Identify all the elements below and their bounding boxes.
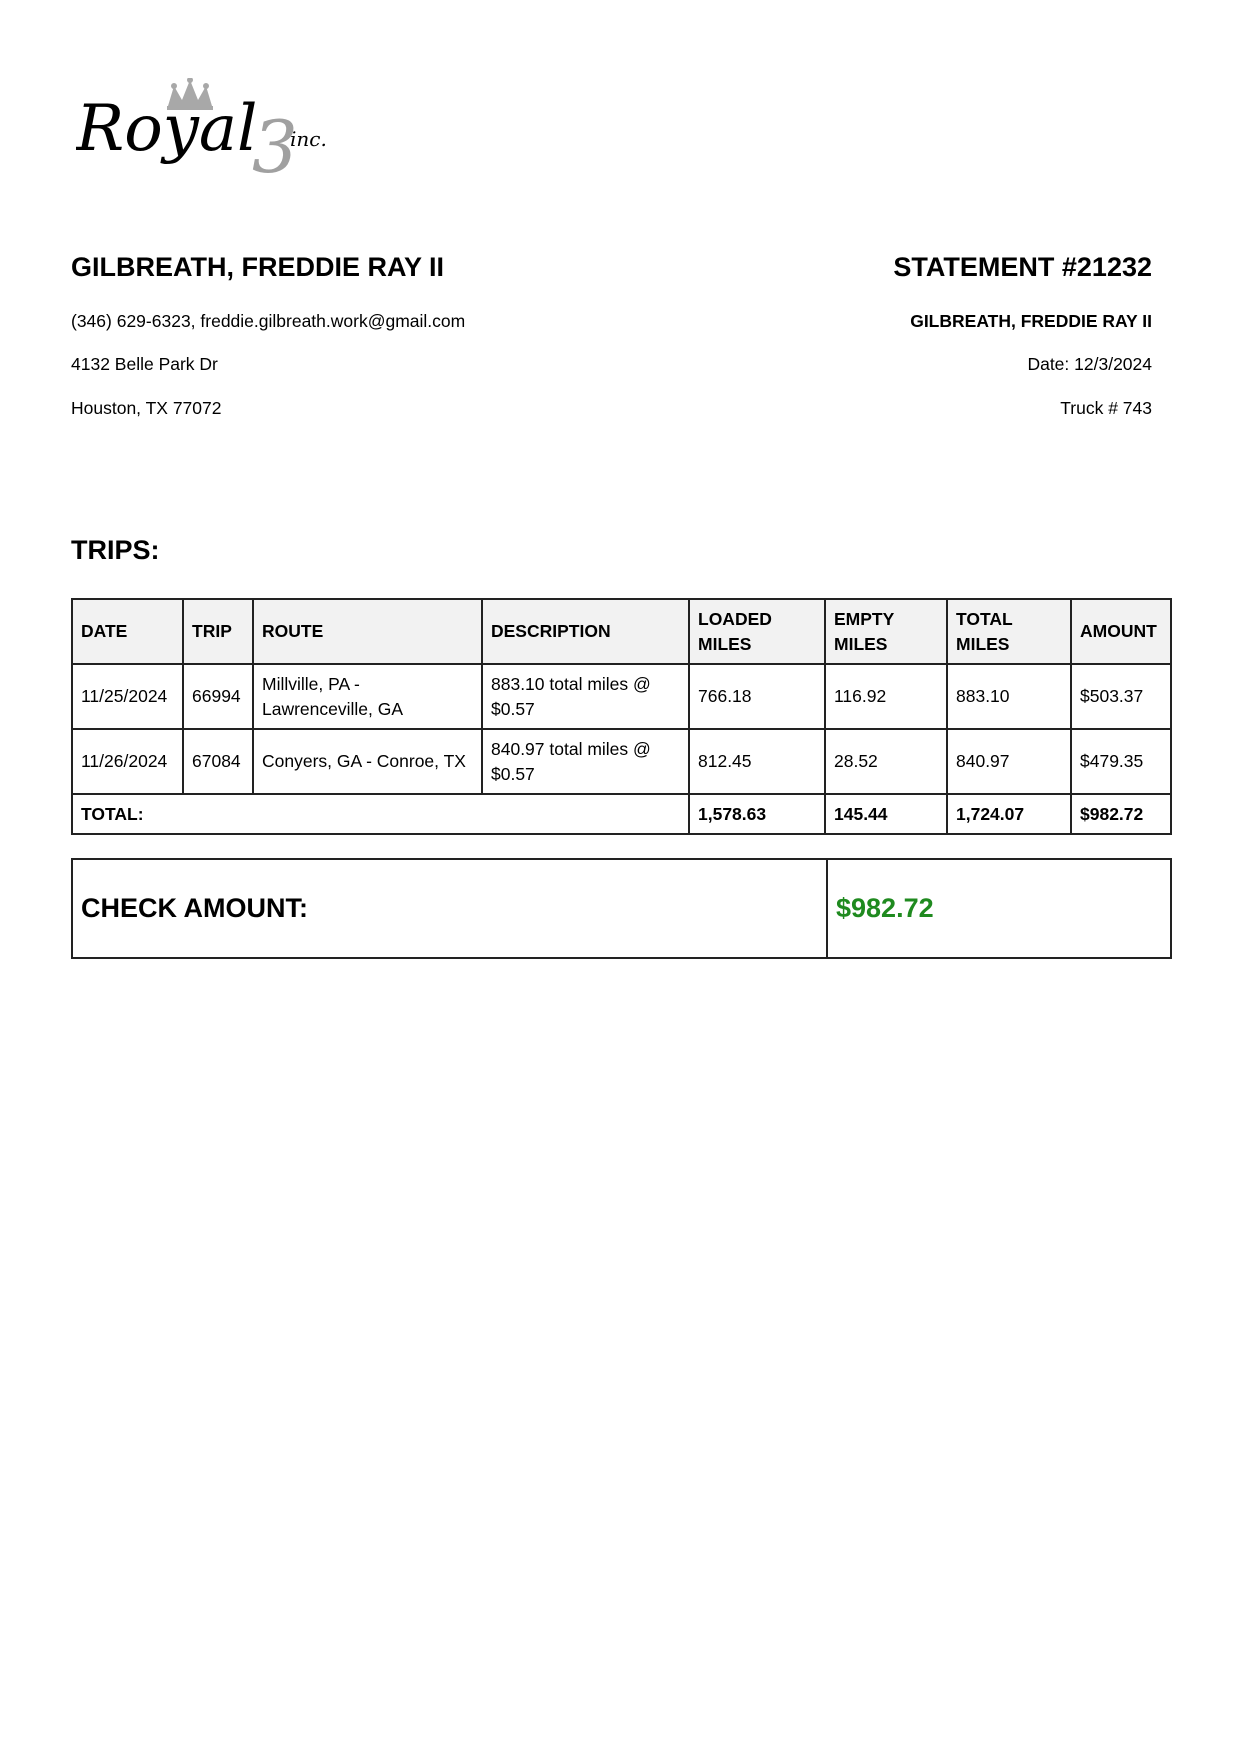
cell-loaded-miles: 766.18	[689, 664, 825, 729]
cell-empty-miles: 28.52	[825, 729, 947, 794]
cell-date: 11/26/2024	[72, 729, 183, 794]
company-logo	[76, 78, 386, 188]
total-loaded-miles: 1,578.63	[689, 794, 825, 834]
driver-name: GILBREATH, FREDDIE RAY II	[71, 252, 445, 282]
statement-name: GILBREATH, FREDDIE RAY II	[910, 311, 1152, 331]
check-amount-value: $982.72	[827, 859, 1171, 958]
driver-city: Houston, TX 77072	[71, 398, 222, 418]
cell-total-miles: 883.10	[947, 664, 1071, 729]
total-miles: 1,724.07	[947, 794, 1071, 834]
svg-text:3: 3	[252, 105, 298, 188]
total-amount: $982.72	[1071, 794, 1171, 834]
cell-route: Millville, PA - Lawrenceville, GA	[253, 664, 482, 729]
total-empty-miles: 145.44	[825, 794, 947, 834]
cell-description: 883.10 total miles @ $0.57	[482, 664, 689, 729]
check-amount-label: CHECK AMOUNT:	[72, 859, 827, 958]
column-header: DATE	[72, 599, 183, 664]
column-header: TRIP	[183, 599, 253, 664]
cell-date: 11/25/2024	[72, 664, 183, 729]
check-amount-box	[71, 858, 1172, 959]
cell-amount: $479.35	[1071, 729, 1171, 794]
cell-description: 840.97 total miles @ $0.57	[482, 729, 689, 794]
trips-heading: TRIPS:	[71, 535, 160, 565]
column-header: AMOUNT	[1071, 599, 1171, 664]
driver-street: 4132 Belle Park Dr	[71, 354, 218, 374]
column-header: TOTAL MILES	[947, 599, 1071, 664]
cell-amount: $503.37	[1071, 664, 1171, 729]
cell-trip: 66994	[183, 664, 253, 729]
driver-contact: (346) 629-6323, freddie.gilbreath.work@gmail.com	[71, 311, 466, 331]
cell-total-miles: 840.97	[947, 729, 1071, 794]
total-label: TOTAL:	[72, 794, 689, 834]
column-header: ROUTE	[253, 599, 482, 664]
cell-trip: 67084	[183, 729, 253, 794]
statement-date: Date: 12/3/2024	[1027, 354, 1152, 374]
column-header: LOADED MILES	[689, 599, 825, 664]
cell-route: Conyers, GA - Conroe, TX	[253, 729, 482, 794]
cell-loaded-miles: 812.45	[689, 729, 825, 794]
table-row	[72, 664, 1171, 729]
table-row	[72, 729, 1171, 794]
svg-text:inc.: inc.	[290, 127, 327, 151]
truck-number: Truck # 743	[1060, 398, 1152, 418]
table-header-row	[72, 599, 1171, 664]
svg-text:Royal: Royal	[76, 92, 258, 166]
column-header: DESCRIPTION	[482, 599, 689, 664]
statement-title: STATEMENT #21232	[893, 252, 1152, 282]
column-header: EMPTY MILES	[825, 599, 947, 664]
cell-empty-miles: 116.92	[825, 664, 947, 729]
trips-table	[71, 598, 1172, 835]
total-row	[72, 794, 1171, 834]
